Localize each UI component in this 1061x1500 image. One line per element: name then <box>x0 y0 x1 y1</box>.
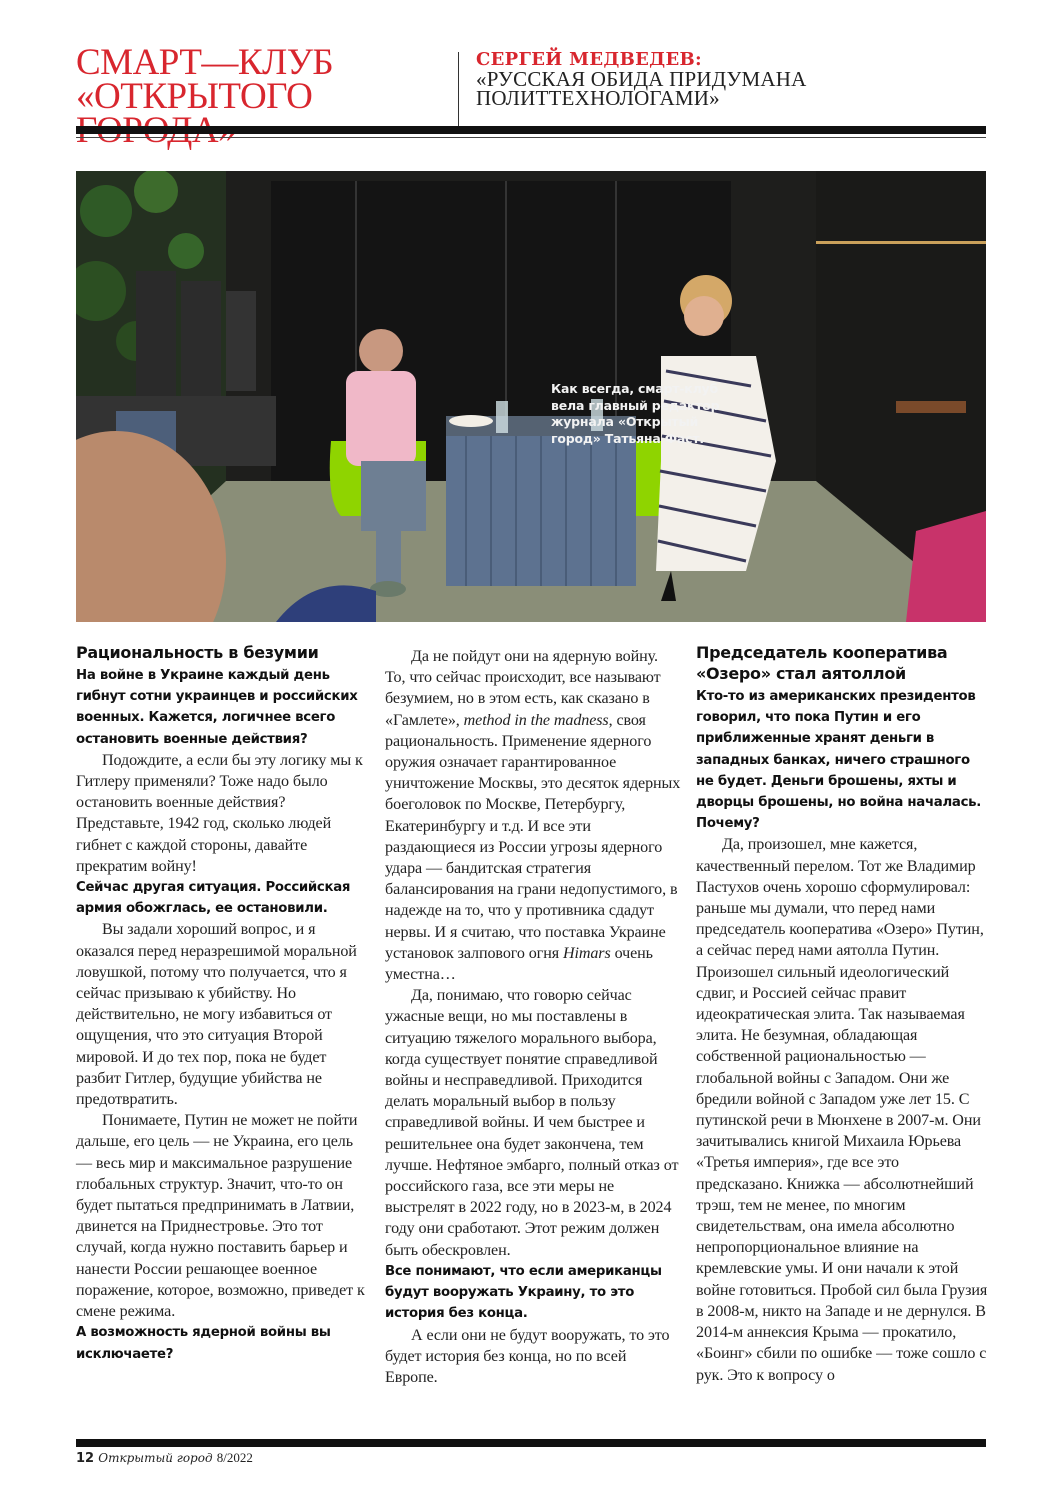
article-column-1 <box>76 642 372 1365</box>
interview-question: На войне в Украине каждый день гибнут сотни украинцев и российских военных. Кажется, логичнее всего остановить военные действия? <box>76 668 358 747</box>
photo-man-head <box>359 329 403 373</box>
magazine-name: Открытый город <box>98 1451 213 1465</box>
header-rule <box>76 126 986 134</box>
photo-caption: Как всегда, смарт-клуб вела главный редактор журнала «Открытый город» Татьяна Фаст. <box>551 381 720 446</box>
interview-question: Кто-то из американских президентов говорил, что пока Путин и его приближенные хранят деньги в западных банках, ничего страшного не будет. Деньги брошены, яхты и дворцы брошены, но война началась. Почему? <box>696 689 982 832</box>
header-divider <box>458 52 459 126</box>
interview-answer <box>385 646 681 985</box>
interview-answer: Да, понимаю, что говорю сейчас ужасные вещи, но мы поставлены в ситуацию тяжелого морального выбора, когда существует понятие справедливой войны и несправедливой. Приходится делать моральный выбор в пользу справедливой войны. И чем быстрее и решительнее она будет закончена, тем лучше. Нефтяное эмбарго, полный отказ от российского газа, все эти меры не выстрелят в 2022 году, но в 2023-м, в 2024 году они сработают. Этот режим должен быть обескровлен. <box>385 987 679 1259</box>
issue-number: 8/2022 <box>216 1450 253 1465</box>
interview-answer: А если они не будут вооружать, то это будет история без конца, но по всей Европе. <box>385 1326 670 1386</box>
interview-answer: Вы задали хороший вопрос, и я оказался перед неразрешимой моральной ловушкой, потому что получается, что я сейчас призываю к убийству. Но действительно, не могу избавиться от ощущения, что это ситуация Второй мировой. И до тех пор, пока не будет разбит Гитлер, будущие убийства не предотвратить. <box>76 921 357 1109</box>
article-column-3 <box>696 642 988 1386</box>
photo-man-shirt <box>346 371 416 466</box>
rubric-line-1: СМАРТ—КЛУБ <box>76 42 334 83</box>
event-photo <box>76 171 986 622</box>
italic-phrase: Himars <box>562 944 611 962</box>
headline-quote-line-1: «РУССКАЯ ОБИДА ПРИДУМАНА <box>476 67 807 91</box>
article-title <box>476 50 996 108</box>
interview-question: Сейчас другая ситуация. Российская армия обожглась, ее остановили. <box>76 880 351 917</box>
subheading: Председатель кооператива «Озеро» стал аятоллой <box>696 643 948 683</box>
photo-illustration <box>76 171 986 622</box>
headline-quote-line-2: ПОЛИТТЕХНОЛОГАМИ» <box>476 86 720 110</box>
italic-phrase: method in the madness <box>463 711 609 729</box>
answer-text: Да не пойдут они на ядерную войну. То, что сейчас происходит, все называют безумием, но в этом есть, как сказано в «Гамлете», <box>385 648 661 729</box>
interview-answer: Подождите, а если бы эту логику мы к Гитлеру применяли? Тоже надо было остановить военные действия? Представьте, 1942 год, сколько людей гибнет с каждой стороны, давайте прекратим войну! <box>76 751 363 875</box>
rubric-line-2: «ОТКРЫТОГО <box>76 76 313 117</box>
interview-answer: Да, произошел, мне кажется, качественный перелом. Тот же Владимир Пастухов очень хорошо сформулировал: раньше мы думали, что перед нами председатель кооператива «Озеро» Путин, а сейчас перед нами аятолла Путин. Произошел сильный идеологический сдвиг, и Россией сейчас правит идеократическая элита. Так называемая элита. Не безумная, обладающая собственной рациональностью — глобальной войны с Западом. Они же бредили войной с Западом уже лет 15. С путинской речи в Мюнхене в 2007-м. Они зачитывались книгой Михаила Юрьева «Третья империя», где все это предсказано. Книжка — абсолютнейший трэш, тем не менее, по многим свидетельствам, она имела абсолютно непропорциональное влияние на кремлевские умы. И они начали к этой войне готовиться. Пробой сил была Грузия в 2008-м, никто на Западе и не дернулся. В 2014-м аннексия Крыма — прокатило, «Боинг» сбили по ошибке — тоже сошло с рук. Это к вопросу о <box>696 836 988 1384</box>
speaker-name: СЕРГЕЙ МЕДВЕДЕВ: <box>476 49 702 70</box>
answer-text: , своя рациональность. Применение ядерного оружия означает гарантированное уничтожение Москвы, это десяток ядерных боеголовок по Москве, Петербургу, Екатеринбургу и т.д. И все эти раздающиеся из России угрозы ядерного удара — бандитская стратегия балансирования на грани недопустимого, в надежде на то, что у противника сдадут нервы. И я считаю, что поставка Украине установок залпового огня <box>385 711 681 962</box>
page-footer <box>76 1450 253 1466</box>
page-number: 12 <box>76 1451 95 1466</box>
footer-rule <box>76 1439 986 1447</box>
header-rule-thin <box>76 137 986 138</box>
answer-text: очень уместна… <box>385 944 653 984</box>
article-column-2 <box>385 642 681 1388</box>
interview-question: Все понимают, что если американцы будут вооружать Украину, то это история без конца. <box>385 1263 662 1322</box>
interview-answer: Понимаете, Путин не может не пойти дальше, его цель — не Украина, его цель — весь мир и максимальное разрушение глобальных структур. Значит, что-то он будет пытаться предпринимать в Латвии, двинется на Приднестровье. Это тот случай, когда нужно поставить барьер и нанести России решающее военное поражение, которое, возможно, приведет к смене режима. <box>76 1112 365 1321</box>
interview-question: А возможность ядерной войны вы исключаете? <box>76 1325 331 1362</box>
subheading: Рациональность в безумии <box>76 643 319 662</box>
